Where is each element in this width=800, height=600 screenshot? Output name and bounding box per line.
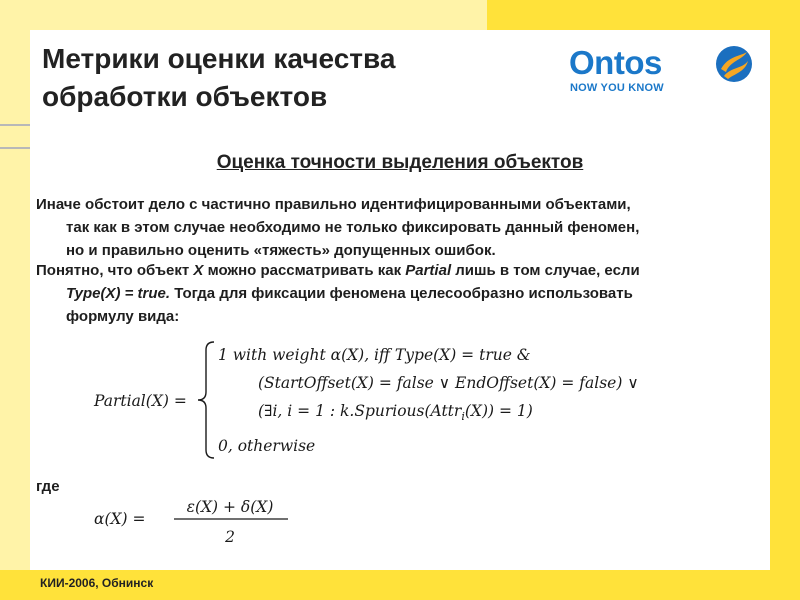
slide-title-line: Метрики оценки качества [42,43,396,74]
swirl-ball-icon [714,44,754,84]
paragraph-line: но и правильно оценить «тяжесть» допущенных ошибок. [66,242,496,259]
formula-case-3-main: (∃i, i = 1 : k.Spurious(Attr [258,402,462,420]
alpha-numerator: ε(X) + δ(X) [186,498,274,516]
alpha-lhs: α(X) = [94,510,146,528]
paragraph-line [36,259,761,282]
formula-lhs: Partial(X) = [94,392,187,410]
footer-label: КИИ-2006, Обнинск [40,576,154,590]
left-light-strip [0,0,30,570]
logo-wordmark: Ontos [569,44,662,81]
alpha-denominator: 2 [225,528,235,546]
text-fragment: можно рассматривать как [203,262,406,279]
formula-case-4: 0, otherwise [218,437,316,455]
text-fragment: Понятно, что объект [36,262,194,279]
ontos-logo [569,42,759,98]
paragraph-line: так как в этом случае необходимо не только фиксировать данный феномен, [66,219,640,236]
formula-left-brace [198,342,214,458]
section-subtitle: Оценка точности выделения объектов [216,152,584,173]
formula-subscript: i [461,410,465,423]
text-fragment: Тогда для фиксации феномена целесообразно использовать [170,285,633,302]
type-expression: Type(X) = true. [66,285,171,302]
side-divider-line [0,147,30,149]
alpha-formula [92,490,322,550]
slide-title [42,40,395,116]
variable-x: X [193,262,204,279]
formula-case-3-end: (X)) = 1) [464,402,533,420]
paragraph-partial-condition [36,259,761,328]
formula-case-1: 1 with weight α(X), iff Type(X) = true & [218,346,531,364]
slide-title-line: обработки объектов [42,81,328,112]
where-label: где [36,478,60,495]
text-fragment: лишь в том случае, если [451,262,640,279]
partial-formula [92,336,682,466]
paragraph-partial-objects [36,193,761,262]
term-partial: Partial [405,262,452,279]
paragraph-line [36,282,761,305]
paragraph-line: формулу вида: [66,308,180,325]
formula-case-2: (StartOffset(X) = false ∨ EndOffset(X) = false) ∨ [258,374,639,392]
side-divider-line [0,124,30,126]
logo-tagline: NOW YOU KNOW [570,82,664,94]
header-light-band [0,0,487,30]
formula-case-3 [258,402,533,423]
paragraph-line: Иначе обстоит дело с частично правильно идентифицированными объектами, [36,196,631,213]
